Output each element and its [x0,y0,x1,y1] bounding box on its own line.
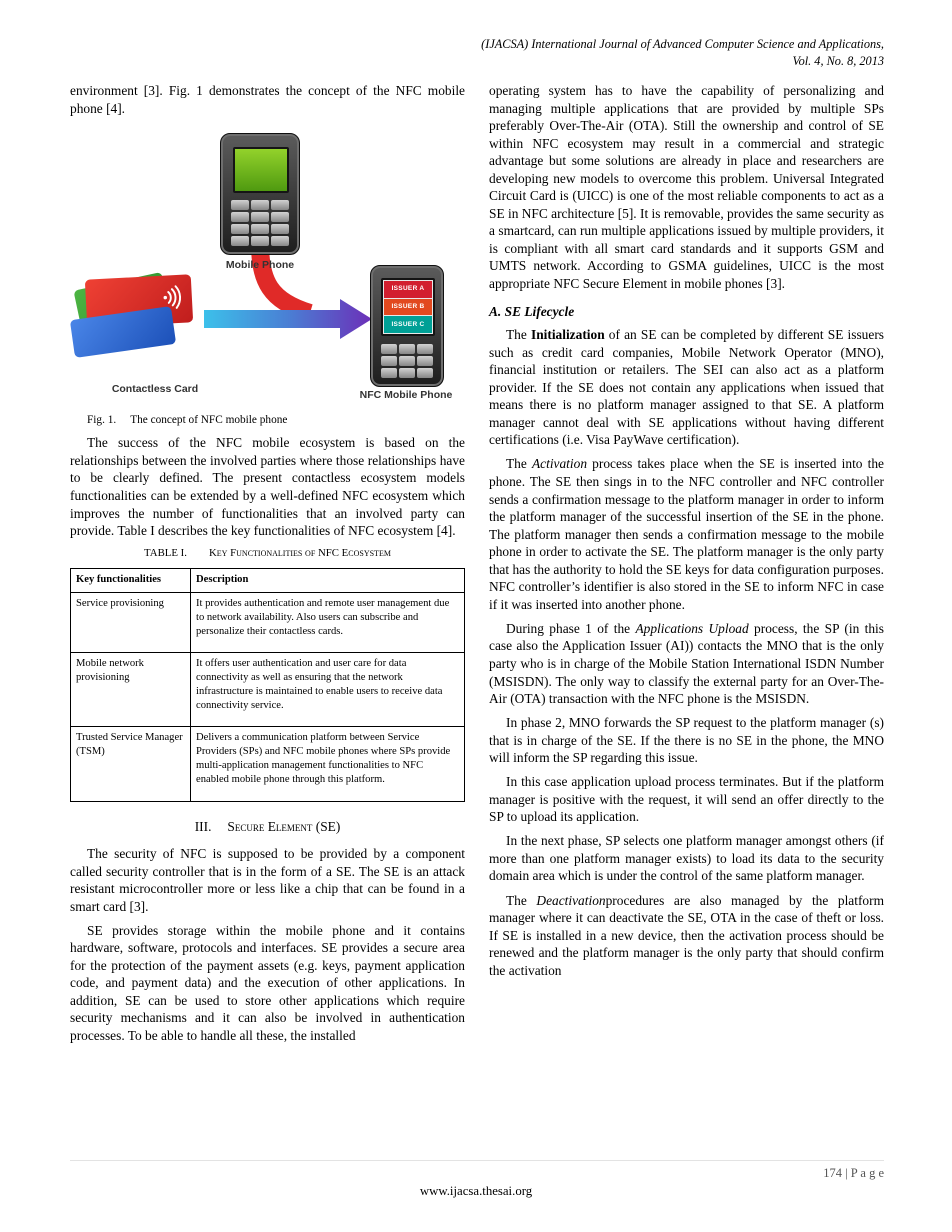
key [251,236,269,246]
paragraph-intro: environment [3]. Fig. 1 demonstrates the concept of the NFC mobile phone [4]. [70,83,465,116]
paragraph-next-phase: In the next phase, SP selects one platform manager amongst others (if more than one platform manager exists) to load its data to the security domain area which is under the control of the same platform manager. [489,833,884,884]
mobile-phone-screen [233,147,289,193]
nfc-phone-label: NFC Mobile Phone [359,389,453,402]
italic-term-applications-upload: Applications Upload [635,620,749,636]
paragraph-activation [489,455,884,613]
table-row [71,593,465,653]
journal-header [70,36,884,69]
column-header-description: Description [191,569,465,593]
cell-description: Delivers a communication platform between Service Providers (SPs) and NFC mobile phones where SPs provide multi-application management functionalities to NFC enabled mobile phone through this platform. [191,727,465,801]
key [251,212,269,222]
journal-website: www.ijacsa.thesai.org [419,1184,533,1198]
functionalities-table [70,568,465,801]
contactless-card-label: Contactless Card [111,383,199,396]
issuer-c-bar: ISSUER C [384,316,432,333]
cell-description: It provides authentication and remote user management due to network availability. Also users can subscribe and personalize their contactless cards. [191,593,465,653]
italic-term-activation: Activation [531,456,588,472]
nfc-phone-graphic [370,265,444,387]
text-segment: process takes place when the SE is inserted into the phone. The SE then sings in to the NFC controller and NFC controller sends a confirmation message to the platform manager in order to inform the platform manager of the successful insertion of the SE in the phone. The platform manager then sends a confirmation message to the mobile phone in order to activate the SE. The platform manager is the only party that has the authority to hold the SE keys for data configuration purposes. NFC controller’s identifier is also stored in the SE to inform NFC in case if it was inserted into another phone. [489,456,884,612]
key [381,344,397,354]
key [271,212,289,222]
key [271,224,289,234]
key [251,224,269,234]
paragraph-applications-upload [489,620,884,708]
left-column [70,82,465,1051]
column-header-key-functionalities: Key functionalities [71,569,191,593]
figure-caption-label: Fig. 1. [87,414,117,427]
cell-functionality: Mobile network provisioning [71,653,191,727]
section-heading-secure-element [70,818,465,836]
journal-issue-line: Vol. 4, No. 8, 2013 [792,53,884,68]
bold-term-initialization: Initialization [530,327,605,343]
figure-caption-text: The concept of NFC mobile phone [130,414,288,427]
key [399,356,415,366]
text-segment: process, the SP (in this case also the Application Issuer (AI)) contacts the MNO that is the only party who is in charge of the Mobile Station International ISDN Number (MSISDN). The only way to classify the external party for an Over-The-Air (OTA) transaction with the NFC phone is the MSISDN. [489,620,884,707]
mobile-phone-keypad [231,200,289,246]
figure-caption [70,413,465,428]
table-caption [70,546,465,560]
text-segment: procedures are also managed by the platform manager where it can deactivate the SE, OTA in the case of theft or loss. If SE is installed in a new device, then the activation process should be renewed and the platform manager is the only party that should confirm the activation [489,892,885,978]
key [271,236,289,246]
text-segment: The [506,327,531,343]
table-caption-label: TABLE I. [144,547,187,560]
key [251,200,269,210]
key [417,344,433,354]
table-row [71,653,465,727]
paragraph-phase2: In phase 2, MNO forwards the SP request to the platform manager (s) that is in charge of the SE. If the there is no SE in the phone, the MNO will inform the SP regarding this issue. [489,715,884,766]
italic-term-deactivation: Deactivation [536,892,606,908]
text-segment: The [506,456,532,472]
section-title: Secure Element (SE) [227,818,341,834]
cell-description: It offers user authentication and user care for data connectivity as well as ensuring that the network infrastructure is maintained to enable users to receive data connectivity service. [191,653,465,727]
key [231,212,249,222]
key [271,200,289,210]
paragraph-se-storage: SE provides storage within the mobile phone and it contains hardware, software, protocols and interfaces. SE provides a secure area for the protection of the payment assets (e.g. keys, payment application code, and payment data) and the execution of other applications. In addition, SE can be used to store other applications which require security mechanisms and it can also be involved in authentication processes. To be able to handle all these, the installed [70,922,465,1044]
paragraph-initialization [489,326,884,449]
text-segment: During phase 1 of the [506,620,636,636]
mobile-phone-graphic [220,133,300,255]
key [231,224,249,234]
subsection-heading-se-lifecycle: A. SE Lifecycle [489,303,575,319]
key [399,368,415,378]
cell-functionality: Service provisioning [71,593,191,653]
page-number: 174 | P a g e [823,1166,884,1180]
key [399,344,415,354]
paragraph-operating-system: operating system has to have the capability of personalizing and managing multiple applications that are provided by multiple SPs preferably Over-The-Air (OTA). Still the ownership and control of SE within NFC ecosystem may result in a commercial and strategic advantage but some solutions are already in place and researchers are developing new models to overcome this problem. Universal Integrated Circuit Card is (UICC) is one of the most reliable components to act as a SE in NFC architecture [5]. It is removable, provides the same security as a smartcard, can run multiple applications issued by multiple providers, it is compliant with all smart card standards and it supports GSM and UMTS network. According to GSMA guidelines, UICC is the most appropriate NFC Secure Element in mobile phones [3]. [489,83,884,292]
key [417,356,433,366]
key [231,236,249,246]
table-row [71,727,465,801]
right-column [489,82,884,1051]
text-segment: The [506,892,537,908]
table-caption-title: Key Functionalities of NFC Ecosystem [208,547,391,560]
nfc-phone-screen [381,278,435,336]
page-body [70,82,884,1051]
section-number: III. [194,818,212,834]
key [231,200,249,210]
paragraph-deactivation [489,892,884,980]
journal-title-line: (IJACSA) International Journal of Advanced Computer Science and Applications, [481,37,884,51]
nfc-phone-keypad [381,344,433,378]
key [381,368,397,378]
paragraph-upload-terminates: In this case application upload process terminates. But if the platform manager is positive with the request, it will send an offer directly to the SP to upload its application. [489,774,884,825]
table-header-row [71,569,465,593]
figure-1 [70,131,464,407]
paragraph-security: The security of NFC is supposed to be provided by a component called security controller that is in the form of a SE. The SE is an attack resistant microcontroller more or less like a chip that can be found in a smart card [3]. [70,846,465,914]
mobile-phone-label: Mobile Phone [225,259,295,272]
issuer-b-bar: ISSUER B [384,299,432,316]
text-segment: of an SE can be completed by different SE issuers such as credit card companies, Mobile Network Operator (MNO), financial institution or retailers. The SEI can also act as a platform provider. If the SE does not contain any applications when issued that means there is no platform manager assigned to that SE. A platform manager cannot deal with SE applications without having different certifications (i.e. Visa PayWave certification). [489,327,884,448]
paragraph-ecosystem: The success of the NFC mobile ecosystem is based on the relationships between the involved parties where those relationships have to be clearly defined. The present contactless ecosystem models functionalities can be extended by a well-defined NFC ecosystem which improves the number of functionalities that an involved party can provide. Table I describes the key functionalities of NFC ecosystem [4]. [70,435,465,539]
key [417,368,433,378]
key [381,356,397,366]
cell-functionality: Trusted Service Manager (TSM) [71,727,191,801]
footer-divider [70,1160,884,1161]
issuer-a-bar: ISSUER A [384,281,432,298]
